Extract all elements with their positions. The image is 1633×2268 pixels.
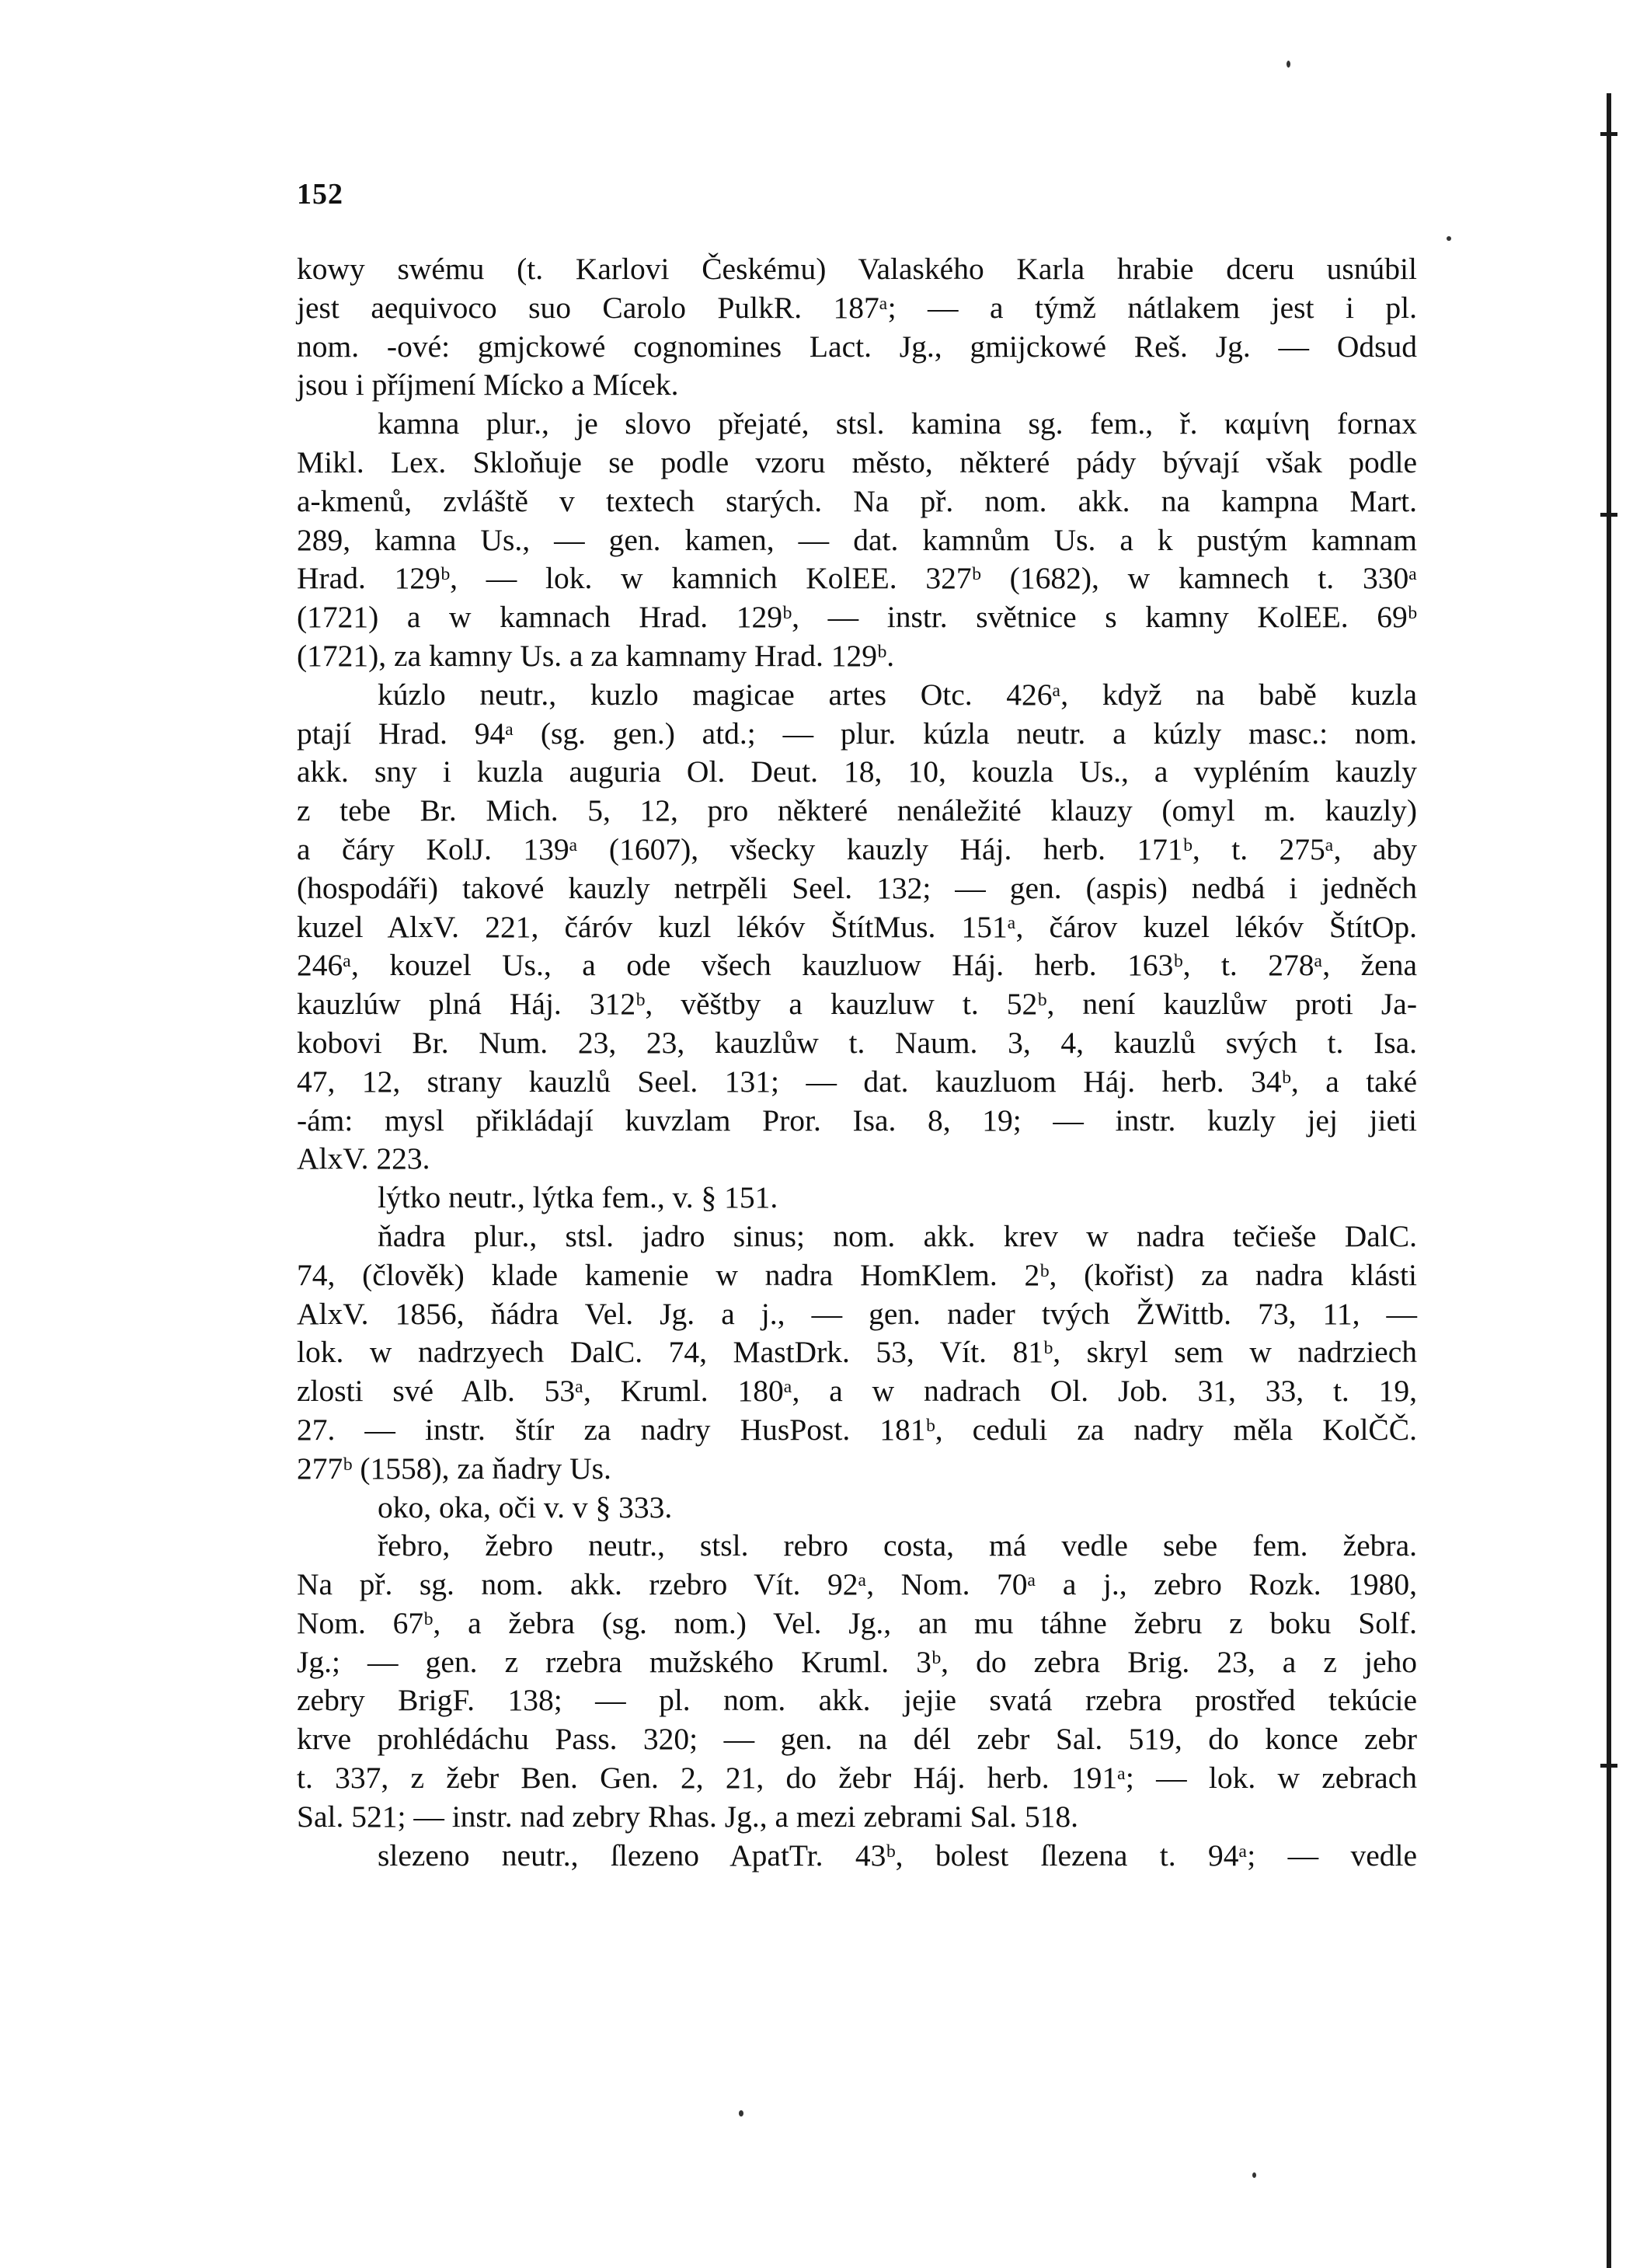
entry-lytko: lýtko neutr., lýtka fem., v. § 151. [378,1180,778,1215]
text-line: zlosti své Alb. 53ᵃ, Kruml. 180ᵃ, a w nadrach Ol. Job. 31, 33, t. 19, [297,1374,1417,1409]
scan-speck [1252,2172,1256,2178]
body-text [297,250,1417,1875]
text-line: -ám: mysl přikládají kuvzlam Pror. Isa. 8, 19; — instr. kuzly jej jieti [297,1103,1417,1137]
scan-speck [1447,236,1451,241]
text-line: jsou i příjmení Mícko a Mícek. [297,368,679,402]
text-line: 47, 12, strany kauzlů Seel. 131; — dat. kauzluom Háj. herb. 34ᵇ, a také [297,1064,1417,1099]
text-line: z tebe Br. Mich. 5, 12, pro některé nenáležité klauzy (omyl m. kauzly) [297,793,1417,828]
entry-kuzlo: kúzlo neutr., kuzlo magicae artes Otc. 426ᵃ, když na babě kuzla [378,677,1417,712]
entry-kamna: kamna plur., je slovo přejaté, stsl. kamina sg. fem., ř. καμίνη fornax [378,406,1417,441]
text-line: Hrad. 129ᵇ, — lok. w kamnich KolEE. 327ᵇ (1682), w kamnech t. 330ᵃ [297,561,1417,596]
text-line: akk. sny i kuzla auguria Ol. Deut. 18, 10, kouzla Us., a vypléním kauzly [297,754,1417,789]
text-line: zebry BrigF. 138; — pl. nom. akk. jejie svatá rzebra prostřed tekúcie [297,1683,1417,1718]
scan-speck [739,2110,743,2116]
text-line: Jg.; — gen. z rzebra mužského Kruml. 3ᵇ, do zebra Brig. 23, a z jeho [297,1644,1417,1679]
scan-speck [1287,61,1290,68]
text-line: kowy swému (t. Karlovi Českému) Valaského Karla hrabie dceru usnúbil [297,252,1417,286]
scan-edge-mark [1600,132,1617,136]
entry-rebro: řebro, žebro neutr., stsl. rebro costa, má vedle sebe fem. žebra. [378,1528,1417,1563]
text-line: 27. — instr. štír za nadry HusPost. 181ᵇ, ceduli za nadry měla KolČČ. [297,1412,1417,1447]
text-line: (1721), za kamny Us. a za kamnamy Hrad. 129ᵇ. [297,638,895,673]
text-line: nom. -ové: gmjckowé cognomines Lact. Jg., gmijckowé Reš. Jg. — Odsud [297,329,1417,364]
text-line: Sal. 521; — instr. nad zebry Rhas. Jg., a mezi zebrami Sal. 518. [297,1799,1078,1834]
text-line: AlxV. 223. [297,1141,430,1176]
text-line: jest aequivoco suo Carolo PulkR. 187ᵃ; — a týmž nátlakem jest i pl. [297,290,1417,325]
page-number: 152 [297,178,343,211]
text-line: Na př. sg. nom. akk. rzebro Vít. 92ᵃ, Nom. 70ᵃ a j., zebro Rozk. 1980, [297,1567,1417,1602]
text-line: t. 337, z žebr Ben. Gen. 2, 21, do žebr Háj. herb. 191ᵃ; — lok. w zebrach [297,1761,1417,1796]
text-line: kobovi Br. Num. 23, 23, kauzlůw t. Naum. 3, 4, kauzlů svých t. Isa. [297,1025,1417,1060]
text-line: 74, (člověk) klade kamenie w nadra HomKlem. 2ᵇ, (kořist) za nadra klásti [297,1257,1417,1292]
entry-nadra: ňadra plur., stsl. jadro sinus; nom. akk. krev w nadra tečieše DalC. [378,1218,1417,1253]
text-line: 289, kamna Us., — gen. kamen, — dat. kamnům Us. a k pustým kamnam [297,522,1417,557]
text-line: AlxV. 1856, ňádra Vel. Jg. a j., — gen. nader tvých ŽWittb. 73, 11, — [297,1296,1417,1331]
scan-edge-mark [1600,1764,1617,1768]
text-line: (hospodáři) takové kauzly netrpěli Seel. 132; — gen. (aspis) nedbá i jedněch [297,870,1417,905]
scan-edge-mark [1600,513,1617,517]
text-line: a čáry KolJ. 139ᵃ (1607), všecky kauzly Háj. herb. 171ᵇ, t. 275ᵃ, aby [297,831,1417,866]
entry-oko: oko, oka, oči v. v § 333. [378,1489,673,1524]
text-line: kauzlúw plná Háj. 312ᵇ, věštby a kauzluw t. 52ᵇ, není kauzlůw proti Ja- [297,987,1417,1022]
text-line: Mikl. Lex. Skloňuje se podle vzoru město, některé pády bývají však podle [297,444,1417,479]
text-line: kuzel AlxV. 221, čáróv kuzl lékóv ŠtítMus. 151ᵃ, čárov kuzel lékóv ŠtítOp. [297,909,1417,944]
text-line: 277ᵇ (1558), za ňadry Us. [297,1451,611,1486]
entry-slezeno: slezeno neutr., ſlezeno ApatTr. 43ᵇ, bolest ſlezena t. 94ᵃ; — vedle [378,1838,1417,1873]
text-line: lok. w nadrzyech DalC. 74, MastDrk. 53, Vít. 81ᵇ, skryl sem w nadrziech [297,1335,1417,1370]
text-line: krve prohlédáchu Pass. 320; — gen. na dél zebr Sal. 519, do konce zebr [297,1722,1417,1757]
text-line: 246ᵃ, kouzel Us., a ode všech kauzluow Háj. herb. 163ᵇ, t. 278ᵃ, žena [297,948,1417,983]
text-line: ptají Hrad. 94ᵃ (sg. gen.) atd.; — plur. kúzla neutr. a kúzly masc.: nom. [297,716,1417,751]
scan-edge-shadow [1607,93,1611,2268]
text-line: a-kmenů, zvláště v textech starých. Na př. nom. akk. na kampna Mart. [297,483,1417,518]
text-line: Nom. 67ᵇ, a žebra (sg. nom.) Vel. Jg., an mu táhne žebru z boku Solf. [297,1605,1417,1640]
text-line: (1721) a w kamnach Hrad. 129ᵇ, — instr. světnice s kamny KolEE. 69ᵇ [297,600,1417,635]
